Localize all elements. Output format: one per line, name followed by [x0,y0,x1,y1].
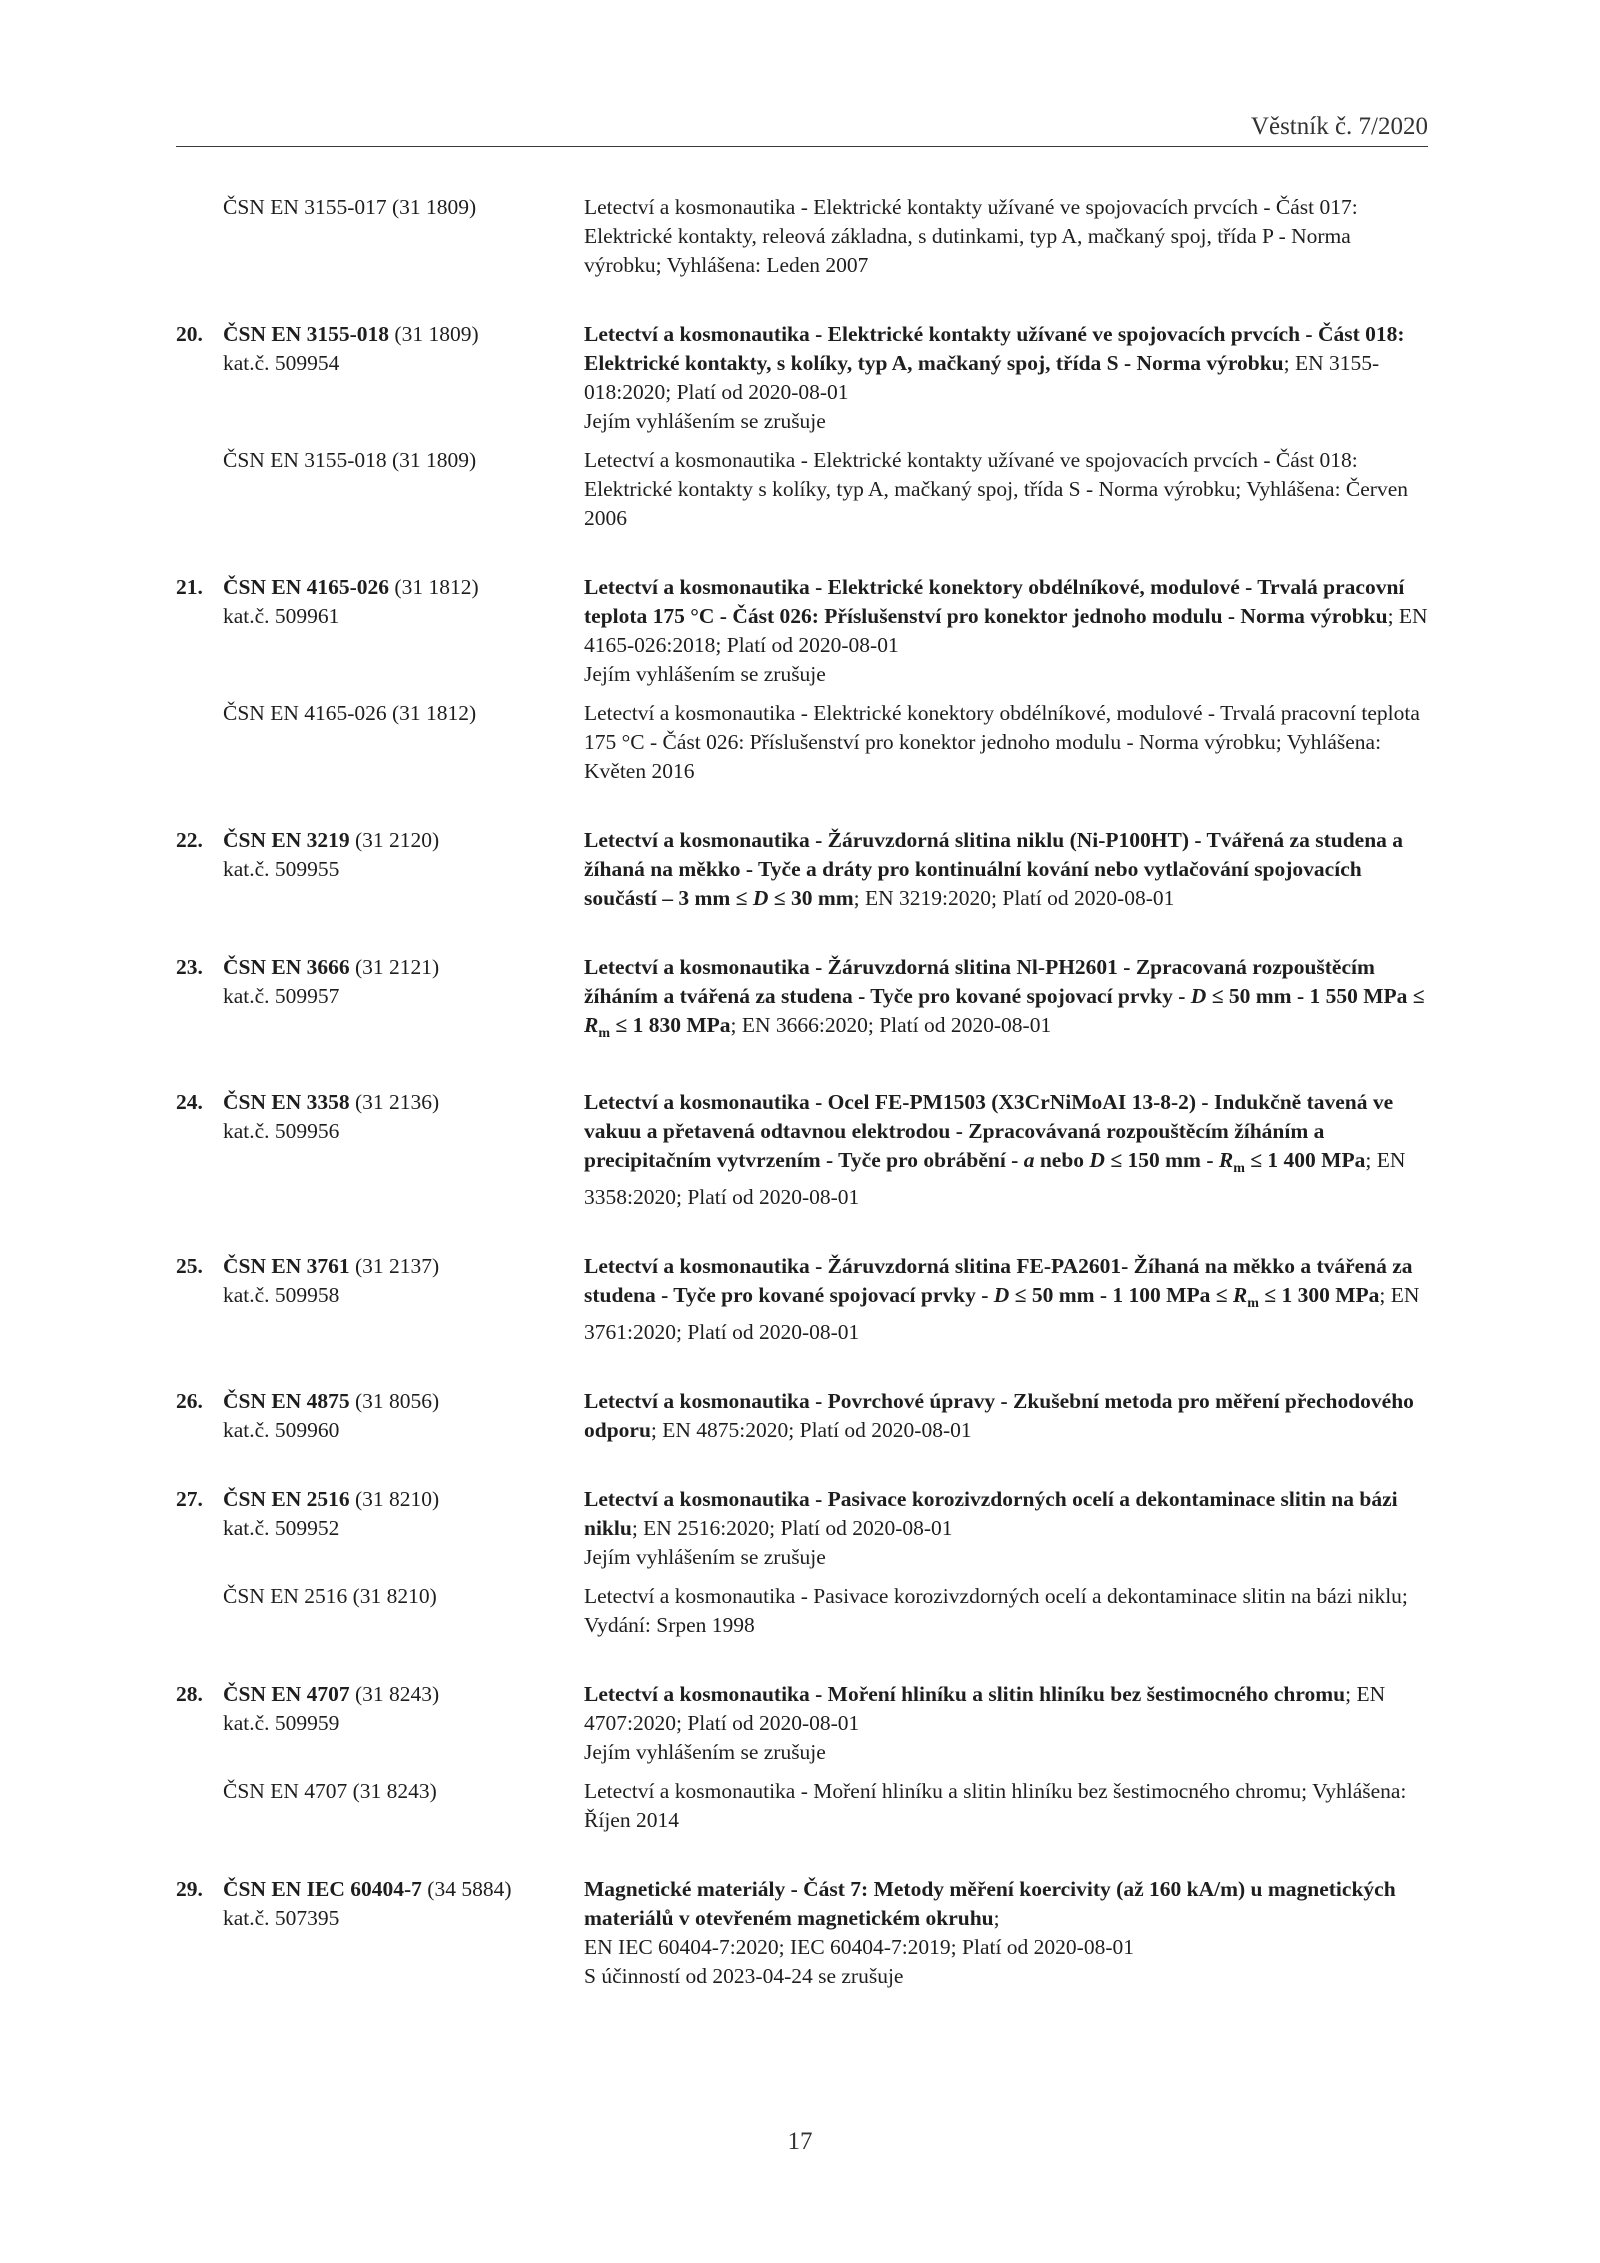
new-standard-row [176,573,1428,689]
replacement-note: Jejím vyhlášením se zrušuje [584,662,826,686]
classification-code: (31 2137) [349,1254,440,1278]
entry-number: 29. [176,1877,203,1901]
new-standard-row [176,1387,1428,1445]
entry-number: 23. [176,955,203,979]
standards-list [176,193,1428,2031]
page-header [176,112,1428,147]
catalog-number: kat.č. 509958 [223,1283,340,1307]
standard-code: ČSN EN 2516 [223,1487,350,1511]
catalog-number: kat.č. 509961 [223,604,340,628]
catalog-number: kat.č. 507395 [223,1906,340,1930]
title-text: ≤ 1 400 MPa [1244,1148,1366,1172]
standard-title: Letectví a kosmonautika - Elektrické konektory obdélníkové, modulové - Trvalá pracovní teplota 175 °C - Část 026: Příslušenství pro konektor jednoho modulu - Norma výrobku [584,575,1405,628]
catalog-number: kat.č. 509959 [223,1711,340,1735]
standard-title: Letectví a kosmonautika - Povrchové úpravy - Zkušební metoda pro měření přechodového odporu [584,1389,1414,1442]
standard-code: ČSN EN 3219 [223,828,350,852]
replacement-note: Jejím vyhlášením se zrušuje [584,1740,826,1764]
title-text: ≤ 50 mm - 1 550 MPa ≤ [1206,984,1425,1008]
entry-number: 24. [176,1090,203,1114]
page-number: 17 [787,2128,813,2155]
cancelled-standard-row [176,1582,1428,1640]
standard-validity: ; EN 4165-026:2018; Platí od 2020-08-01 [584,604,1428,657]
standard-code: ČSN EN 4875 [223,1389,350,1413]
cancelled-title: Letectví a kosmonautika - Elektrické konektory obdélníkové, modulové - Trvalá pracovní teplota 175 °C - Část 026: Příslušenství pro konektor jednoho modulu - Norma výrobku; Vyhlášena: Květen 2016 [584,701,1420,783]
cancelled-code: ČSN EN 2516 (31 8210) [223,1584,437,1608]
symbol-d: D [752,886,769,910]
classification-code: (31 8056) [349,1389,440,1413]
classification-code: (34 5884) [421,1877,512,1901]
cancelled-standard-row [176,1777,1428,1835]
cancelled-title: Letectví a kosmonautika - Elektrické kontakty užívané ve spojovacích prvcích - Část 017: Elektrické kontakty, releová základna, s dutinkami, typ A, mačkaný spoj, třída P - Norma výrobku; Vyhlášena: Leden 2007 [584,195,1358,277]
catalog-number: kat.č. 509956 [223,1119,340,1143]
title-text: ≤ 150 mm - [1104,1148,1219,1172]
symbol-a: a [1023,1148,1035,1172]
entry-number: 25. [176,1254,203,1278]
title-text: nebo [1034,1148,1090,1172]
title-text: Letectví a kosmonautika - Žáruvzdorná slitina Nl-PH2601 - Zpracovaná rozpouštěcím žíháním a tvářená za studena - Tyče pro kované spojovací prvky - [584,955,1375,1008]
title-text: ≤ 50 mm - 1 100 MPa ≤ [1009,1283,1233,1307]
symbol-r: R [1218,1148,1234,1172]
new-standard-row [176,320,1428,436]
standard-validity: ; EN 3155-018:2020; Platí od 2020-08-01 [584,351,1380,404]
cancelled-code: ČSN EN 3155-017 (31 1809) [223,195,477,219]
title-text: Letectví a kosmonautika - Žáruvzdorná slitina FE-PA2601- Žíhaná na měkko a tvářená za studena - Tyče pro kované spojovací prvky - [584,1254,1413,1307]
cancelled-standard-row [176,193,1428,280]
standard-title [584,1090,1394,1176]
standard-code: ČSN EN 4707 [223,1682,350,1706]
cancelled-title: Letectví a kosmonautika - Moření hliníku a slitin hliníku bez šestimocného chromu; Vyhlášena: Říjen 2014 [584,1779,1407,1832]
standard-title: Magnetické materiály - Část 7: Metody měření koercivity (až 160 kA/m) u magnetických materiálů v otevřeném magnetickém okruhu [584,1877,1396,1930]
standard-entry [176,573,1428,786]
cancelled-title: Letectví a kosmonautika - Pasivace korozivzdorných ocelí a dekontaminace slitin na bázi niklu; Vydání: Srpen 1998 [584,1584,1408,1637]
replacement-note: Jejím vyhlášením se zrušuje [584,1545,826,1569]
standard-entry [176,320,1428,533]
standard-validity: ; EN 4875:2020; Platí od 2020-08-01 [650,1418,972,1442]
standard-title: Letectví a kosmonautika - Pasivace korozivzdorných ocelí a dekontaminace slitin na bázi niklu [584,1487,1398,1540]
cancelled-title: Letectví a kosmonautika - Elektrické kontakty užívané ve spojovacích prvcích - Část 018: Elektrické kontakty s kolíky, typ A, mačkaný spoj, třída S - Norma výrobku; Vyhlášena: Červen 2006 [584,448,1409,530]
title-text: ≤ 1 300 MPa [1258,1283,1380,1307]
replacement-note: S účinností od 2023-04-24 se zrušuje [584,1964,904,1988]
standard-validity: ; EN 2516:2020; Platí od 2020-08-01 [631,1516,953,1540]
standard-title: Letectví a kosmonautika - Elektrické kontakty užívané ve spojovacích prvcích - Část 018: Elektrické kontakty, s kolíky, typ A, mačkaný spoj, třída S - Norma výrobku [584,322,1405,375]
classification-code: (31 8210) [349,1487,440,1511]
subscript-m: m [1233,1161,1245,1176]
entry-number: 28. [176,1682,203,1706]
catalog-number: kat.č. 509955 [223,857,340,881]
entry-number: 21. [176,575,203,599]
standard-validity: ; EN 4707:2020; Platí od 2020-08-01 [584,1682,1386,1735]
title-text: ≤ 1 830 MPa [610,1013,731,1037]
standard-entry [176,193,1428,280]
title-text: Letectví a kosmonautika - Ocel FE-PM1503 (X3CrNiMoAI 13-8-2) - Indukčně tavená ve vakuu a přetavená odtavnou elektrodou - Zpracovávaná rozpouštěcím žíháním a precipitačním vytvrzením - Tyče pro obrábění - [584,1090,1394,1172]
new-standard-row [176,1252,1428,1347]
standard-code: ČSN EN IEC 60404-7 [223,1877,422,1901]
cancelled-code: ČSN EN 4707 (31 8243) [223,1779,437,1803]
entry-number: 26. [176,1389,203,1413]
standard-entry [176,1485,1428,1640]
classification-code: (31 2120) [349,828,440,852]
entry-number: 20. [176,322,203,346]
standard-title: Letectví a kosmonautika - Moření hliníku a slitin hliníku bez šestimocného chromu [584,1682,1346,1706]
standard-validity: ; EN 3666:2020; Platí od 2020-08-01 [730,1013,1052,1037]
standard-entry [176,1252,1428,1347]
classification-code: (31 8243) [349,1682,440,1706]
replacement-note: Jejím vyhlášením se zrušuje [584,409,826,433]
symbol-d: D [993,1283,1010,1307]
catalog-number: kat.č. 509954 [223,351,340,375]
title-text: ≤ 30 mm [768,886,854,910]
symbol-d: D [1089,1148,1105,1172]
standard-title [584,1254,1413,1311]
title-text: Letectví a kosmonautika - Žáruvzdorná slitina niklu (Ni-P100HT) - Tvářená za studena a žíhaná na měkko - Tyče a dráty pro kontinuální kování nebo vytlačování spojovacích součástí – 3 mm ≤ [584,828,1404,910]
standard-code: ČSN EN 3666 [223,955,350,979]
classification-code: (31 2136) [349,1090,440,1114]
standard-validity: ; EN 3761:2020; Platí od 2020-08-01 [584,1283,1420,1344]
new-standard-row [176,1088,1428,1212]
new-standard-row [176,1680,1428,1767]
new-standard-row [176,1875,1428,1991]
standard-code: ČSN EN 4165-026 [223,575,390,599]
standard-validity: ; EN 3358:2020; Platí od 2020-08-01 [584,1148,1406,1209]
catalog-number: kat.č. 509957 [223,984,340,1008]
standard-code: ČSN EN 3761 [223,1254,350,1278]
symbol-r: R [1232,1283,1248,1307]
standard-validity: EN IEC 60404-7:2020; IEC 60404-7:2019; Platí od 2020-08-01 [584,1935,1135,1959]
new-standard-row [176,953,1428,1048]
standard-entry [176,826,1428,913]
standard-entry [176,1875,1428,1991]
standard-entry [176,1680,1428,1835]
bulletin-title: Věstník č. 7/2020 [1250,113,1428,140]
symbol-r: R [584,1013,599,1037]
cancelled-code: ČSN EN 4165-026 (31 1812) [223,701,477,725]
subscript-m: m [1247,1296,1259,1311]
subscript-m: m [598,1026,611,1041]
classification-code: (31 1809) [389,322,479,346]
entry-number: 22. [176,828,203,852]
cancelled-code: ČSN EN 3155-018 (31 1809) [223,448,477,472]
classification-code: (31 2121) [349,955,440,979]
standard-code: ČSN EN 3155-018 [223,322,390,346]
symbol-d: D [1190,984,1207,1008]
new-standard-row [176,1485,1428,1572]
entry-number: 27. [176,1487,203,1511]
catalog-number: kat.č. 509960 [223,1418,340,1442]
cancelled-standard-row [176,699,1428,786]
classification-code: (31 1812) [389,575,479,599]
cancelled-standard-row [176,446,1428,533]
catalog-number: kat.č. 509952 [223,1516,340,1540]
standard-validity: ; EN 3219:2020; Platí od 2020-08-01 [853,886,1175,910]
standard-entry [176,1088,1428,1212]
standard-entry [176,953,1428,1048]
standard-entry [176,1387,1428,1445]
new-standard-row [176,826,1428,913]
standard-code: ČSN EN 3358 [223,1090,350,1114]
title-punctuation: ; [993,1906,1000,1930]
